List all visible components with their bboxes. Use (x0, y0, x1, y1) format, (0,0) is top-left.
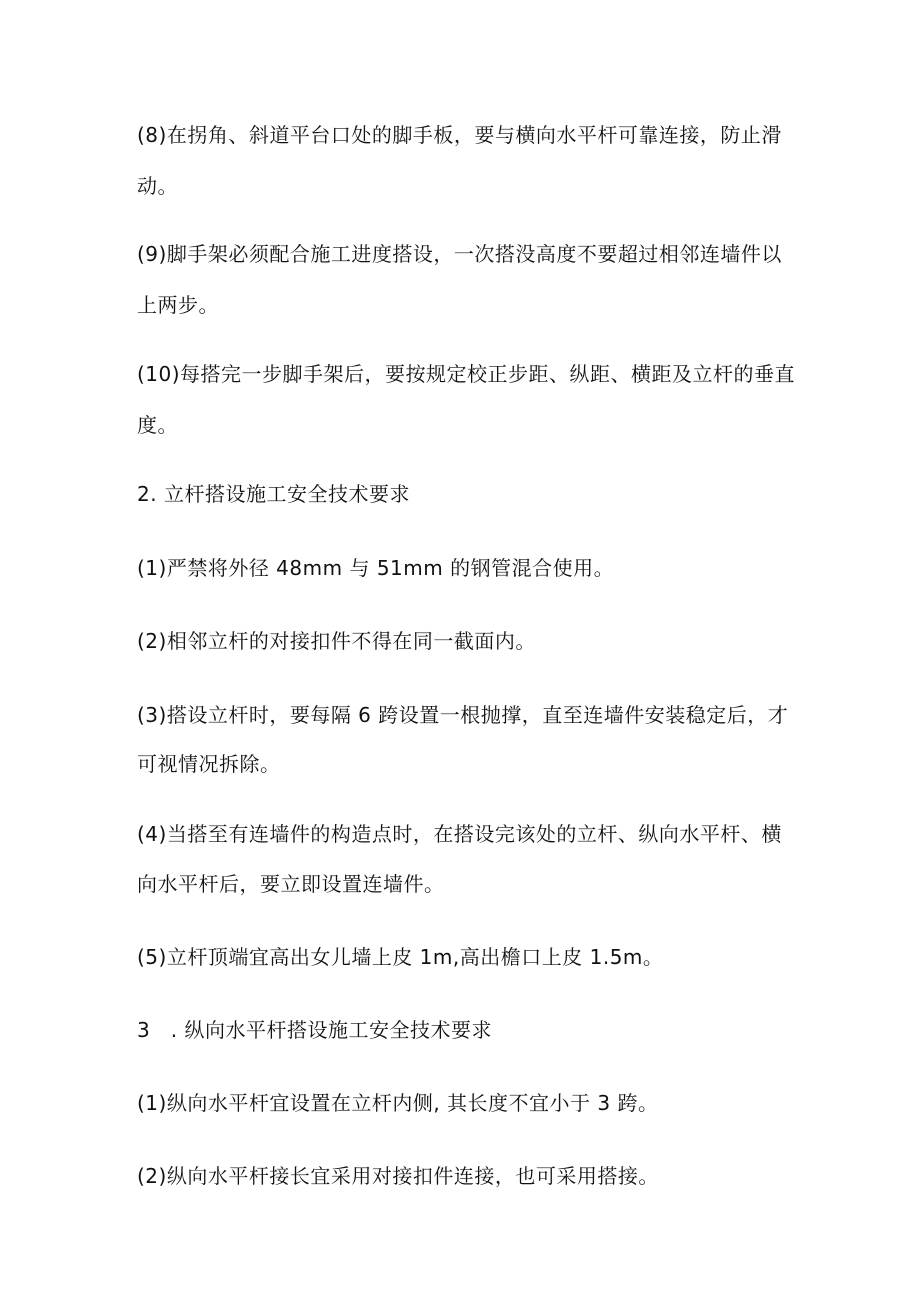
item-10-line-1: (10)每搭完一步脚手架后，要按规定校正步距、纵距、横距及立杆的垂直 (137, 362, 796, 386)
item-8-line-1: (8)在拐角、斜道平台口处的脚手板，要与横向水平杆可靠连接，防止滑 (137, 123, 782, 147)
section-3-item-2: (2)纵向水平杆接长宜采用对接扣件连接，也可采用搭接。 (137, 1164, 659, 1188)
section-3-item-1: (1)纵向水平杆宜设置在立杆内侧, 其长度不宜小于 3 跨。 (137, 1091, 659, 1115)
section-2-item-3-line-1: (3)搭设立杆时，要每隔 6 跨设置一根抛撑，直至连墙件安装稳定后，才 (137, 703, 789, 727)
section-2-heading: 2. 立杆搭设施工安全技术要求 (137, 482, 410, 506)
section-2-item-5: (5)立杆顶端宜高出女儿墙上皮 1m,高出檐口上皮 1.5m。 (137, 945, 664, 969)
section-2-item-4-line-2: 向水平杆后，要立即设置连墙件。 (137, 872, 445, 896)
item-10-line-2: 度。 (137, 413, 178, 437)
section-2-item-1: (1)严禁将外径 48mm 与 51mm 的钢管混合使用。 (137, 556, 615, 580)
section-2-item-4-line-1: (4)当搭至有连墙件的构造点时，在搭设完该处的立杆、纵向水平杆、横 (137, 822, 782, 846)
section-2-item-3-line-2: 可视情况拆除。 (137, 752, 281, 776)
item-9-line-1: (9)脚手架必须配合施工进度搭设，一次搭没高度不要超过相邻连墙件以 (137, 242, 782, 266)
item-9-line-2: 上两步。 (137, 293, 219, 317)
item-8-line-2: 动。 (137, 174, 178, 198)
section-2-item-2: (2)相邻立杆的对接扣件不得在同一截面内。 (137, 629, 536, 653)
section-3-heading: 3 . 纵向水平杆搭设施工安全技术要求 (137, 1018, 492, 1042)
